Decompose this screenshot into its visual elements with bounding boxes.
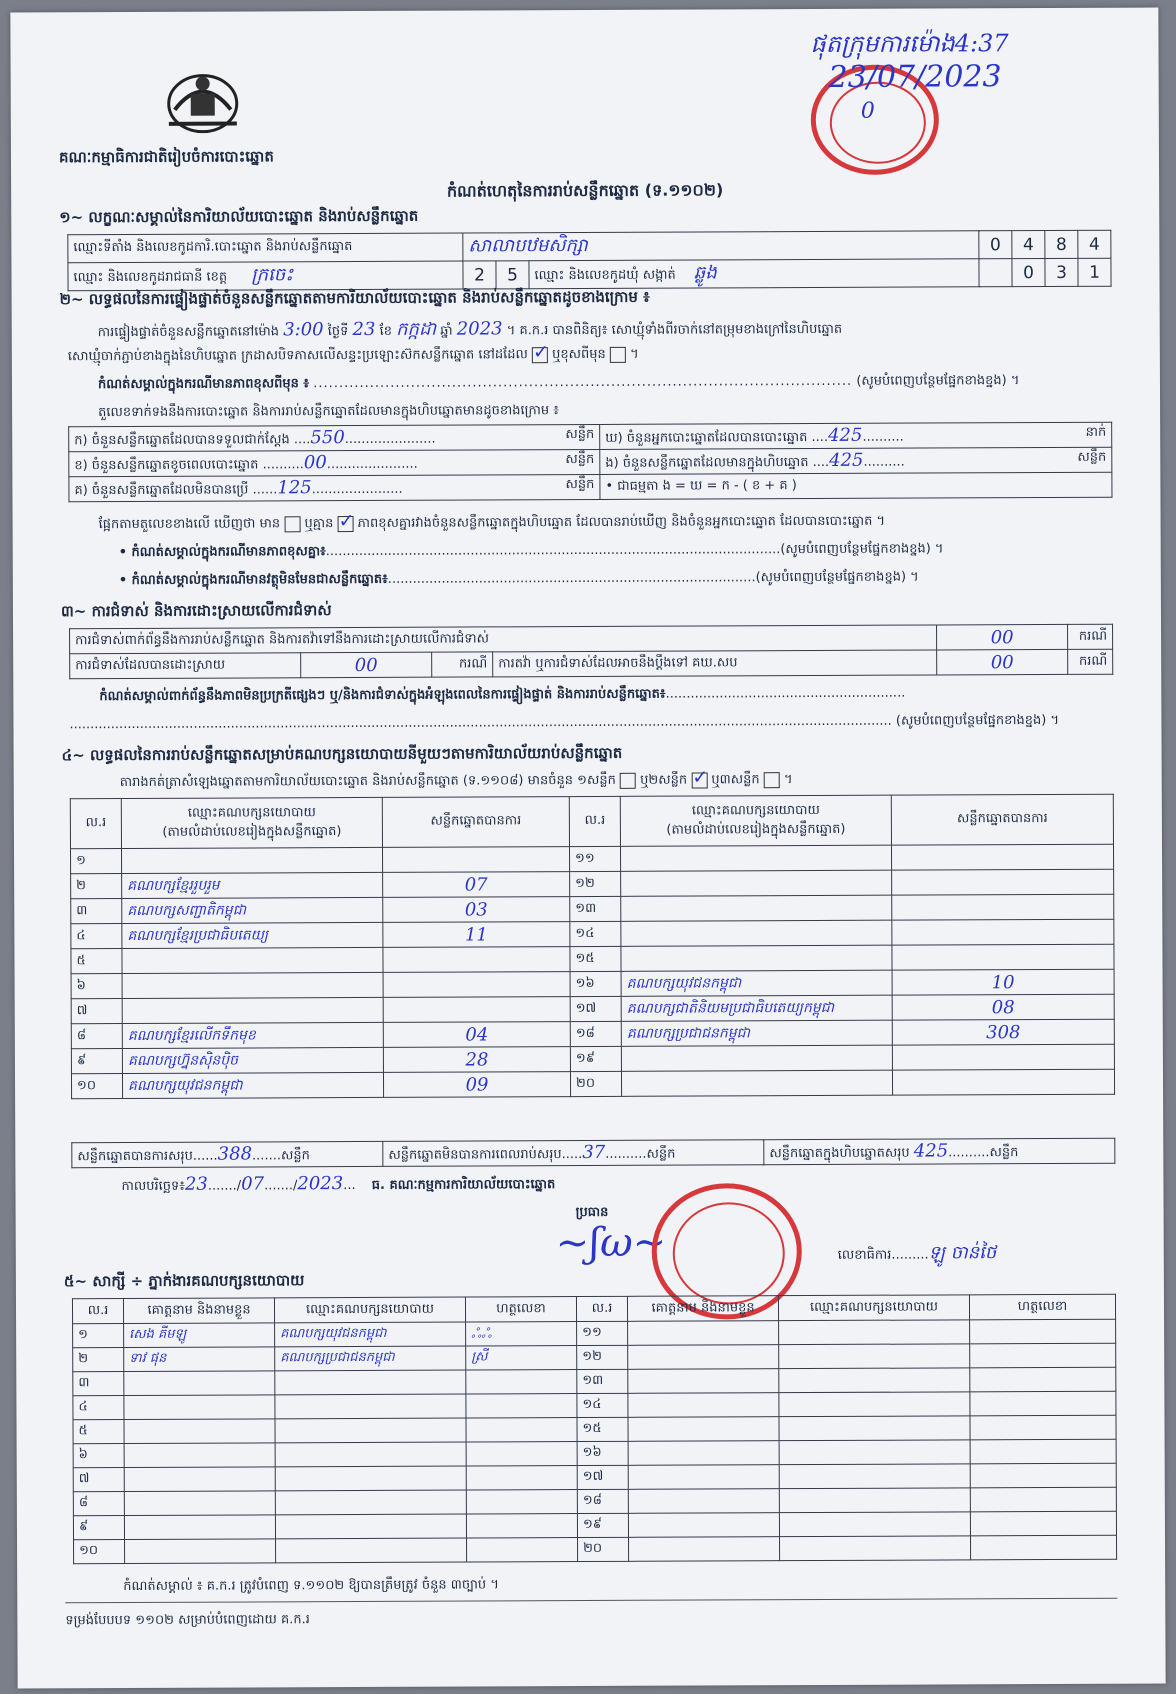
- party-no: ១១: [569, 846, 620, 871]
- no-difference-checkbox[interactable]: [337, 516, 353, 532]
- received-ballots: ក) ចំនួនសន្លឹកឆ្នោតដែលបានទទួលជាក់ស្តែង ....550...................... សន្លឹក: [69, 424, 600, 451]
- two-sheets-checkbox[interactable]: [691, 772, 707, 788]
- col-party: ឈ្មោះគណបក្សនយោបាយ (តាមលំដាប់លេខរៀងក្នុងសន្លឹកឆ្នោត): [620, 795, 891, 846]
- party-votes: [383, 972, 570, 998]
- party-no: ២: [71, 874, 122, 899]
- resolved-label: ការជំទាស់ដែលបានដោះស្រាយ: [70, 653, 301, 679]
- witness-name: [124, 1467, 275, 1492]
- witness-party: គណបក្សយុវជនកម្ពុជា: [275, 1322, 466, 1347]
- party-name: [121, 847, 382, 873]
- province-label: ឈ្មោះ និងលេខកូដរាជធានី ខេត្ត ក្រចេះ: [68, 261, 463, 291]
- party-name: [621, 920, 892, 946]
- unit-label: ករណី: [432, 652, 493, 677]
- col-sign: ហត្ថលេខា: [969, 1294, 1115, 1320]
- party-name: [122, 947, 383, 973]
- resolved-count: 00: [301, 652, 432, 678]
- party-votes: [892, 894, 1114, 920]
- party-name: គណបក្សជាតិនិយមប្រជាធិបតេយ្យកម្ពុជា: [621, 995, 892, 1021]
- party-no: ៨: [71, 1024, 122, 1049]
- section-3-heading: ៣~ ការជំទាស់ និងការដោះស្រាយលើការជំទាស់: [60, 601, 332, 621]
- verification-line: ការផ្ទៀងផ្ទាត់ចំនួនសន្លឹកឆ្នោតនៅម៉ោង 3:00 ថ្ងៃទី 23 ខែ កក្កដា ឆ្នាំ 2023 ។ គ.ក.រ បានពិនិត្យ៖ សោឃ្មុំទាំងពីរចាក់នៅតម្រុមខាងក្រៅនៃហិបឆ្នោត: [97, 318, 843, 341]
- party-name: គណបក្សប្រជាជនកម្ពុជា: [621, 1020, 892, 1046]
- witness-name: [628, 1513, 779, 1538]
- col-no: ល.រ: [72, 1299, 123, 1324]
- witness-no: ១០: [74, 1540, 125, 1564]
- party-no: ១៨: [570, 1021, 621, 1046]
- section-4-heading: ៤~ លទ្ធផលនៃការរាប់សន្លឹកឆ្នោតសម្រាប់គណបក្សនយោបាយនីមួយៗតាមការិយាល័យរាប់សន្លឹកឆ្នោត: [61, 743, 623, 765]
- witness-no: ២: [73, 1348, 124, 1372]
- witness-name: [125, 1539, 276, 1564]
- witness-no: ៩: [73, 1516, 124, 1540]
- party-no: ៦: [71, 974, 122, 999]
- party-votes: 04: [383, 1022, 570, 1048]
- witness-name: [124, 1419, 275, 1444]
- witness-party: [276, 1538, 467, 1563]
- party-no: ២០: [570, 1071, 621, 1096]
- witness-sign: ស្រី: [466, 1346, 577, 1370]
- unit-label: ករណី: [1068, 649, 1113, 674]
- witness-party: [275, 1394, 466, 1419]
- witness-party: [779, 1512, 970, 1537]
- witness-sign: [466, 1514, 577, 1538]
- receipt-stamp: ផុតក្រុមការម៉ោង4:37 23/07/2023 0: [810, 29, 1009, 124]
- witness-sign: [970, 1463, 1116, 1488]
- diff-note-line: កំណត់សម្គាល់ក្នុងករណីមានភាពខុសពីមុន ៖ ......................................................................................................... (សូមបំពេញបន្ថែមផ្នែកខាងខ្នង) ។: [97, 373, 1020, 393]
- total-valid: សន្លឹកឆ្នោតបានការសរុប......388.......សន្លឹក: [72, 1141, 383, 1167]
- col-party: ឈ្មោះគណបក្សនយោបាយ: [778, 1295, 969, 1321]
- witness-no: ១៤: [577, 1393, 628, 1417]
- witness-sign: [970, 1367, 1116, 1392]
- witness-sign: [467, 1538, 578, 1562]
- table-row: [74, 1535, 1117, 1564]
- witness-sign: [970, 1343, 1116, 1368]
- party-no: ១៩: [570, 1046, 621, 1071]
- witness-name: [628, 1345, 779, 1370]
- witness-party: [275, 1442, 466, 1467]
- table-row: [69, 472, 1112, 502]
- witness-party: [779, 1464, 970, 1489]
- objection-label: ការជំទាស់ពាក់ព័ន្ធនឹងការរាប់សន្លឹកឆ្នោត និងការតវ៉ាទៅនឹងការដោះស្រាយលើការជំទាស់: [70, 625, 937, 654]
- col-no: ល.រ: [569, 796, 620, 846]
- unit-label: ករណី: [1068, 624, 1113, 649]
- witness-sign: [970, 1319, 1116, 1344]
- form-footer: ទម្រង់បែបបទ ១១០២ សម្រាប់បំពេញដោយ គ.ក.រ: [65, 1612, 310, 1629]
- witness-sign: [970, 1487, 1116, 1512]
- station-code-digit: 8: [1045, 230, 1078, 258]
- party-name: គណបក្សយុវជនកម្ពុជា: [122, 1072, 383, 1098]
- tally-sheet-count: តារាងកត់ត្រាសំឡេងឆ្នោតតាមការិយាល័យបោះឆ្នោត និងរាប់សន្លឹកឆ្នោត (ទ.១១០៨) មានចំនួន ១សន្លឹក ឬ២សន្លឹក ✓ ឬ៣សន្លឹក ។: [120, 771, 793, 793]
- col-party: ឈ្មោះគណបក្សនយោបាយ: [274, 1297, 465, 1323]
- witness-party: [779, 1488, 970, 1513]
- witness-party: [275, 1418, 466, 1443]
- party-votes: [382, 847, 569, 873]
- ballots-in-box: ង) ចំនួនសន្លឹកឆ្នោតដែលមានក្នុងហិបឆ្នោត ....425.......... សន្លឹក: [600, 447, 1112, 474]
- col-votes: សន្លឹកឆ្នោតបានការ: [382, 797, 569, 848]
- party-name: គណបក្សខ្មែររួបរួម: [122, 872, 383, 898]
- organization-name: គណៈកម្មាធិការជាតិរៀបចំការបោះឆ្នោត: [58, 147, 274, 167]
- irregularity-note: កំណត់សម្គាល់ពាក់ព័ន្ធនឹងភាពមិនប្រក្រតីផ្សេងៗ ឬ/និងការជំទាស់ក្នុងអំឡុងពេលនៃការផ្ទៀងផ្ទាត់ និងការរាប់សន្លឹកឆ្នោត៖..........................................................: [99, 685, 906, 705]
- witness-table: [72, 1294, 1117, 1565]
- seal-check-line: សោឃ្មុំចាក់ភ្ជាប់ខាងក្នុងនៃហិបឆ្នោត ក្រដាសបិទភាសលើសន្ទះប្រឡោះស៊កសន្លឹកឆ្នោត នៅដដែល ✓ ឬខុសពីមុន ។: [68, 346, 639, 367]
- station-code-digit: 0: [979, 231, 1012, 259]
- footer-divider: [65, 1598, 1117, 1604]
- witness-name: [628, 1465, 779, 1490]
- party-votes: [892, 919, 1114, 945]
- witness-sign: [466, 1418, 577, 1442]
- witness-no: ៦: [73, 1444, 124, 1468]
- station-value: សាលាបឋមសិក្សា: [463, 231, 979, 261]
- party-name: គណបក្សហ្វ៊ុនស៊ិនប៉ិច: [122, 1047, 383, 1073]
- witness-party: [275, 1370, 466, 1395]
- witness-no: ១៩: [577, 1513, 628, 1537]
- party-votes: [892, 1044, 1114, 1070]
- witness-name: [124, 1395, 275, 1420]
- witness-name: [124, 1491, 275, 1516]
- witness-no: ១៣: [577, 1369, 628, 1393]
- party-votes: [383, 947, 570, 973]
- witness-name: [628, 1393, 779, 1418]
- party-name: គណបក្សសញ្ជាតិកម្ពុជា: [122, 897, 383, 923]
- party-name: គណបក្សខ្មែរប្រជាធិបតេយ្យ: [122, 922, 383, 948]
- party-name: គណបក្សខ្មែរលើកទឹកមុខ: [122, 1022, 383, 1048]
- party-votes: [892, 1069, 1114, 1095]
- witness-name: [628, 1489, 779, 1514]
- party-votes: 308: [892, 1019, 1114, 1045]
- witness-sign: [971, 1535, 1117, 1560]
- party-name: [621, 895, 892, 921]
- difference-note: • កំណត់សម្គាល់ក្នុងករណីមានភាពខុសគ្នា៖..............................................................................................................(សូមបំពេញបន្ថែមផ្នែកខាងខ្នង) ។: [118, 541, 944, 561]
- station-label: ឈ្មោះទីតាំង និងលេខកូដការិ.បោះឆ្នោត និងរាប់សន្លឹកឆ្នោត: [68, 233, 463, 263]
- results-table: [70, 794, 1115, 1100]
- witness-no: ៣: [73, 1372, 124, 1396]
- witness-name: [124, 1443, 275, 1468]
- witness-party: [779, 1416, 970, 1441]
- witness-name: [628, 1321, 779, 1346]
- witness-sign: [970, 1511, 1116, 1536]
- signing-date: កាលបរិច្ឆេទ៖23......./07......./2023... ធ. គណៈកម្មការការិយាល័យបោះឆ្នោត: [121, 1173, 556, 1195]
- appeal-label: ការតវ៉ា ឬការជំទាស់ដែលអាចនឹងប្តឹងទៅ គឃ.សប: [493, 650, 937, 677]
- witness-party: [779, 1344, 970, 1369]
- col-sign: ហត្ថលេខា: [465, 1297, 576, 1322]
- party-no: ១៦: [570, 971, 621, 996]
- witness-party: [780, 1536, 971, 1561]
- one-sheet-checkbox[interactable]: [620, 772, 636, 788]
- president-signature: ~ʃω~: [555, 1219, 667, 1267]
- party-no: ៣: [71, 899, 122, 924]
- witness-no: ២០: [578, 1537, 629, 1561]
- col-votes: សន្លឹកឆ្នោតបានការ: [891, 794, 1113, 845]
- witness-name: [629, 1537, 780, 1562]
- party-votes: 08: [892, 994, 1114, 1020]
- commune-label: ឈ្មោះ និងលេខកូដឃុំ សង្កាត់ ឆ្លូង: [529, 259, 979, 289]
- col-no: ល.រ: [576, 1296, 627, 1321]
- party-no: ១៣: [570, 896, 621, 921]
- voters-voted: ឃ) ចំនួនអ្នកបោះឆ្នោតដែលបានបោះឆ្នោត ....425.......... នាក់: [600, 422, 1112, 449]
- witness-name: សេង គីមឡូ: [124, 1323, 275, 1348]
- section-5-heading: ៥~ សាក្សី ÷ ភ្នាក់ងារគណបក្សនយោបាយ: [63, 1271, 305, 1291]
- witness-no: ១: [73, 1324, 124, 1348]
- has-difference-checkbox[interactable]: [284, 516, 300, 532]
- witness-sign: ஃஃ: [466, 1322, 577, 1346]
- form-title: កំណត់ហេតុនៃការរាប់សន្លឹកឆ្នោត (ទ.១១០២): [446, 180, 724, 201]
- table-row: [71, 1069, 1114, 1099]
- party-no: ១០: [71, 1074, 122, 1099]
- three-sheets-checkbox[interactable]: [764, 772, 780, 788]
- party-name: [621, 1045, 892, 1071]
- form-sheet: [10, 8, 1165, 1689]
- witness-no: ១២: [577, 1345, 628, 1369]
- section-1-heading: ១~ លក្ខណៈសម្គាល់នៃការិយាល័យបោះឆ្នោត និងរាប់សន្លឹកឆ្នោត: [59, 206, 419, 227]
- table-row: [72, 1138, 1115, 1168]
- witness-sign: [466, 1394, 577, 1418]
- party-name: [122, 997, 383, 1023]
- witness-no: ១៦: [577, 1441, 628, 1465]
- col-name: គោត្តនាម និងនាមខ្លួន: [123, 1298, 274, 1324]
- figures-intro: តួលេខទាក់ទងនឹងការបោះឆ្នោត និងការរាប់សន្លឹកឆ្នោតដែលមានក្នុងហិបឆ្នោតមានដូចខាងក្រោម ៖: [98, 403, 560, 421]
- witness-no: ៥: [73, 1420, 124, 1444]
- party-no: ៤: [71, 924, 122, 949]
- foreign-object-note: • កំណត់សម្គាល់ក្នុងករណីមានវត្ថុមិនមែនជាសន្លឹកឆ្នោត៖.........................................................................................(សូមបំពេញបន្ថែមផ្នែកខាងខ្នង) ។: [118, 569, 919, 589]
- appeal-count: 00: [937, 649, 1068, 675]
- unused-ballots: គ) ចំនួនសន្លឹកឆ្នោតដែលមិនបានប្រើ ......125...................... សន្លឹក: [69, 474, 600, 501]
- party-name: [621, 870, 892, 896]
- nec-emblem-icon: [161, 63, 245, 137]
- party-name: [621, 1070, 892, 1096]
- party-name: [620, 845, 891, 871]
- party-no: ៩: [71, 1049, 122, 1074]
- witness-name: [628, 1441, 779, 1466]
- commune-code-digit: 1: [1078, 258, 1111, 286]
- party-name: [122, 972, 383, 998]
- witness-party: [275, 1514, 466, 1539]
- witness-no: ១៨: [577, 1489, 628, 1513]
- party-no: ១២: [570, 871, 621, 896]
- party-name: គណបក្សយុវជនកម្ពុជា: [621, 970, 892, 996]
- witness-sign: [466, 1490, 577, 1514]
- witness-no: ៨: [73, 1492, 124, 1516]
- province-code-digit: 2: [463, 261, 496, 289]
- section-1-table: [67, 230, 1111, 292]
- party-votes: [892, 944, 1114, 970]
- witness-party: [275, 1490, 466, 1515]
- witness-no: ៤: [73, 1396, 124, 1420]
- party-no: ១៥: [570, 946, 621, 971]
- witness-party: គណបក្សប្រជាជនកម្ពុជា: [275, 1346, 466, 1371]
- president-label: ប្រធាន: [575, 1204, 609, 1221]
- station-code-digit: 4: [1078, 230, 1111, 258]
- witness-name: [124, 1371, 275, 1396]
- totals-table: [71, 1138, 1115, 1169]
- witness-name: ទាវ ផុន: [124, 1347, 275, 1372]
- section-2-heading: ២~ លទ្ធផលនៃការផ្ទៀងផ្ទាត់ចំនួនសន្លឹកឆ្នោតតាមការិយាល័យបោះឆ្នោត និងរាប់សន្លឹកឆ្នោតដូចខាងក្រោម ៖: [59, 287, 650, 309]
- witness-party: [779, 1320, 970, 1345]
- witness-sign: [970, 1391, 1116, 1416]
- spoiled-ballots: ខ) ចំនួនសន្លឹកឆ្នោតខូចពេលបោះឆ្នោត ..........00...................... សន្លឹក: [69, 449, 600, 476]
- party-votes: 10: [892, 969, 1114, 995]
- col-party: ឈ្មោះគណបក្សនយោបាយ (តាមលំដាប់លេខរៀងក្នុងសន្លឹកឆ្នោត): [121, 797, 382, 848]
- table-row: [68, 230, 1111, 263]
- party-votes: 07: [383, 872, 570, 898]
- party-no: ៧: [71, 999, 122, 1024]
- witness-party: [779, 1440, 970, 1465]
- party-votes: 03: [383, 897, 570, 923]
- witness-name: [628, 1417, 779, 1442]
- final-note: កំណត់សម្គាល់ ៖ គ.ក.រ ត្រូវបំពេញ ទ.១១០២ ឱ្យបានត្រឹមត្រូវ ចំនួន ៣ច្បាប់ ។: [123, 1577, 499, 1595]
- witness-no: ១១: [577, 1321, 628, 1345]
- commune-code-digit: 0: [1012, 259, 1045, 287]
- witness-name: [628, 1369, 779, 1394]
- table-row: [68, 258, 1111, 291]
- cell-empty: [979, 259, 1012, 287]
- witness-sign: [970, 1415, 1116, 1440]
- figures-table: [68, 422, 1112, 503]
- witness-sign: [466, 1442, 577, 1466]
- formula: • ជាធម្មតា ង = ឃ = ក - ( ខ + គ ): [600, 472, 1112, 499]
- witness-party: [779, 1368, 970, 1393]
- col-no: ល.រ: [70, 799, 121, 849]
- witness-no: ១៥: [577, 1417, 628, 1441]
- compare-line: ផ្អែកតាមតួលេខខាងលើ ឃើញថា មាន ឬគ្មាន ✓ ភាពខុសគ្នារវាងចំនួនសន្លឹកឆ្នោតក្នុងហិបឆ្នោត ដែលបានរាប់ឃើញ និងចំនួនអ្នកបោះឆ្នោត ដែលបានបោះឆ្នោត ។: [99, 513, 886, 535]
- witness-no: ៧: [73, 1468, 124, 1492]
- objections-table: [69, 624, 1113, 680]
- different-checkbox[interactable]: [610, 346, 626, 362]
- station-code-digit: 4: [1012, 231, 1045, 259]
- witness-party: [779, 1392, 970, 1417]
- total-in-box: សន្លឹកឆ្នោតក្នុងហិបឆ្នោតសរុប 425..........សន្លឹក: [764, 1138, 1115, 1165]
- secretary-line: លេខាធិការ.........ឡូ ចាន់ថៃ: [837, 1242, 997, 1264]
- province-code-digit: 5: [496, 261, 529, 289]
- party-votes: 09: [383, 1072, 570, 1098]
- party-no: ១: [70, 849, 121, 874]
- table-header-row: [70, 794, 1113, 849]
- witness-sign: [970, 1439, 1116, 1464]
- table-row: [70, 649, 1113, 679]
- irregularity-note-fill: ....................................................................................................................................................................................................... (សូមបំពេញបន្ថែមផ្នែកខាងខ្នង) ។: [69, 712, 1060, 733]
- objection-count: 00: [937, 624, 1068, 650]
- total-invalid: សន្លឹកឆ្នោតមិនបានការពេលរាប់សរុប.....37..........សន្លឹក: [383, 1140, 764, 1167]
- same-checkbox[interactable]: [532, 347, 548, 363]
- party-votes: [383, 997, 570, 1023]
- party-votes: 28: [383, 1047, 570, 1073]
- witness-name: [124, 1515, 275, 1540]
- witness-sign: [466, 1370, 577, 1394]
- party-no: ១៤: [570, 921, 621, 946]
- commune-code-digit: 3: [1045, 258, 1078, 286]
- party-votes: [891, 844, 1113, 870]
- witness-sign: [466, 1466, 577, 1490]
- col-name: គោត្តនាម និងនាមខ្លួន: [627, 1296, 778, 1322]
- party-no: ១៧: [570, 996, 621, 1021]
- party-votes: 11: [383, 922, 570, 948]
- witness-no: ១៧: [577, 1465, 628, 1489]
- party-no: ៥: [71, 949, 122, 974]
- witness-party: [275, 1466, 466, 1491]
- party-name: [621, 945, 892, 971]
- party-votes: [892, 869, 1114, 895]
